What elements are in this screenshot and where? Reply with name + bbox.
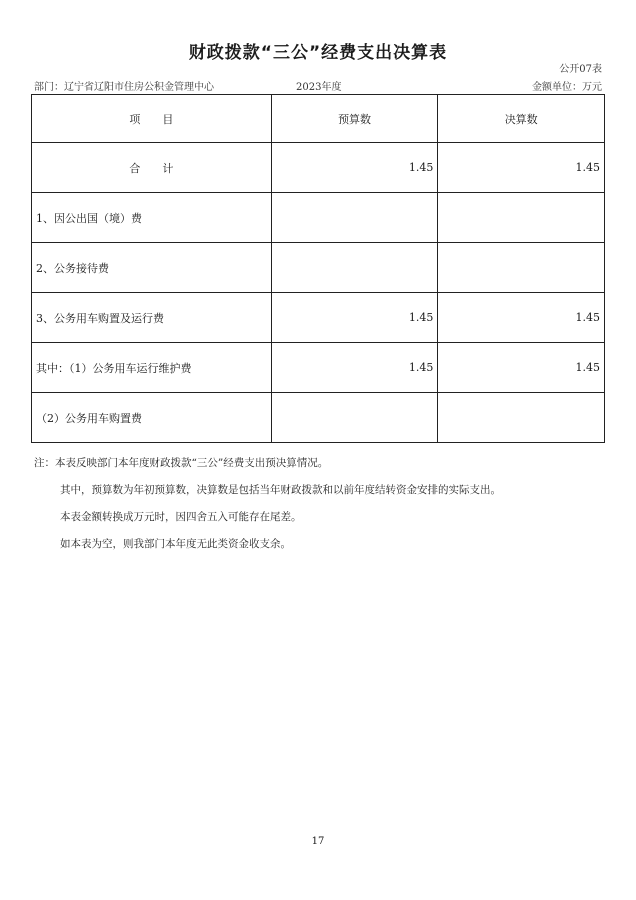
table-row-vehicle-purchase bbox=[32, 393, 605, 443]
row-label: （2）公务用车购置费 bbox=[32, 393, 272, 443]
table-row-total bbox=[32, 143, 605, 193]
row-final: 1.45 bbox=[438, 293, 605, 343]
header-item: 项 目 bbox=[32, 95, 272, 143]
form-number: 公开07表 bbox=[559, 64, 602, 75]
table-header-row bbox=[32, 95, 605, 143]
row-label: 其中：（1）公务用车运行维护费 bbox=[32, 343, 272, 393]
note-line: 其中，预算数为年初预算数，决算数是包括当年财政拨款和以前年度结转资金安排的实际支出。 bbox=[60, 484, 501, 496]
row-budget bbox=[271, 193, 438, 243]
document-title: 财政拨款“三公”经费支出决算表 bbox=[188, 43, 448, 63]
row-final: 1.45 bbox=[438, 143, 605, 193]
expense-table bbox=[31, 94, 605, 443]
notes-section bbox=[34, 450, 604, 558]
row-final bbox=[438, 243, 605, 293]
row-budget bbox=[271, 243, 438, 293]
row-label: 2、公务接待费 bbox=[32, 243, 272, 293]
row-final bbox=[438, 393, 605, 443]
row-budget: 1.45 bbox=[271, 293, 438, 343]
row-budget: 1.45 bbox=[271, 343, 438, 393]
note-line: 本表金额转换成万元时，因四舍五入可能存在尾差。 bbox=[60, 511, 302, 523]
page-number: 17 bbox=[311, 836, 325, 847]
header-budget: 预算数 bbox=[271, 95, 438, 143]
row-final: 1.45 bbox=[438, 343, 605, 393]
row-label: 合 计 bbox=[32, 143, 272, 193]
amount-unit: 金额单位：万元 bbox=[532, 82, 602, 93]
row-final bbox=[438, 193, 605, 243]
table-row-reception bbox=[32, 243, 605, 293]
table-row-vehicles bbox=[32, 293, 605, 343]
header-final: 决算数 bbox=[438, 95, 605, 143]
table-row-overseas bbox=[32, 193, 605, 243]
row-budget: 1.45 bbox=[271, 143, 438, 193]
note-line: 如本表为空，则我部门本年度无此类资金收支余。 bbox=[60, 538, 291, 550]
department-label: 部门：辽宁省辽阳市住房公积金管理中心 bbox=[34, 82, 214, 93]
row-label: 3、公务用车购置及运行费 bbox=[32, 293, 272, 343]
row-label: 1、因公出国（境）费 bbox=[32, 193, 272, 243]
fiscal-year: 2023年度 bbox=[296, 82, 342, 93]
row-budget bbox=[271, 393, 438, 443]
note-line: 注：本表反映部门本年度财政拨款“三公”经费支出预决算情况。 bbox=[34, 457, 329, 469]
table-row-vehicle-maintenance bbox=[32, 343, 605, 393]
